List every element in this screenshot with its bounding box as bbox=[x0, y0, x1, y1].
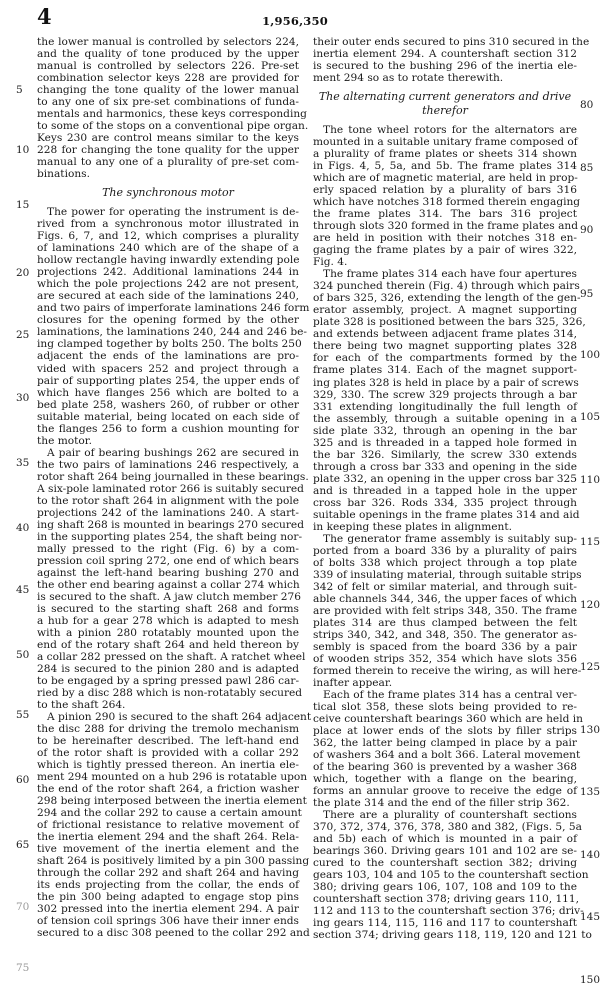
text-line: against the left-hand bearing bushing 270 and bbox=[37, 566, 299, 579]
text-line: section 374; driving gears 118, 119, 120 and 121 to bbox=[313, 929, 592, 942]
line-number: 10 bbox=[16, 144, 30, 157]
text-line: projections 242. Additional laminations 244 in bbox=[37, 266, 299, 279]
line-number: 55 bbox=[16, 709, 30, 722]
text-line: which is tightly pressed thereon. An inertia ele- bbox=[37, 759, 299, 772]
line-number: 105 bbox=[580, 411, 601, 424]
text-line: Figs. 6, 7, and 12, which comprises a plurality bbox=[37, 230, 299, 243]
text-line: manual is controlled by selectors 226. Pre-set bbox=[37, 60, 299, 73]
text-line: which have flanges 256 which are bolted to a bbox=[37, 386, 299, 399]
text-line: the motor. bbox=[37, 434, 93, 447]
text-line: suitable openings in the frame plates 314 and aid bbox=[313, 508, 580, 521]
text-line: combination selector keys 228 are provided for bbox=[37, 72, 299, 85]
line-number: 45 bbox=[16, 584, 30, 597]
text-line: There are a plurality of countershaft sections bbox=[323, 809, 577, 822]
text-line: vided with spacers 252 and project through a bbox=[37, 362, 299, 375]
text-line: a hub for a gear 278 which is adapted to mesh bbox=[37, 614, 299, 627]
text-line: 228 for changing the tone quality for the upper bbox=[37, 144, 299, 157]
text-line: 362, the latter being clamped in place by a pair bbox=[313, 737, 577, 750]
text-line: 298 being interposed between the inertia element bbox=[37, 795, 307, 808]
section-heading: therefor bbox=[422, 104, 468, 118]
section-heading: The synchronous motor bbox=[102, 186, 234, 200]
text-line: to the rotor shaft 264 in alignment with the pole bbox=[37, 494, 299, 507]
text-line: and extends between adjacent frame plates 314, bbox=[313, 328, 577, 341]
text-line: erly spaced relation by a plurality of bars 316 bbox=[313, 184, 577, 197]
line-number: 100 bbox=[580, 348, 601, 361]
text-line: able channels 344, 346, the upper faces of which bbox=[313, 592, 577, 605]
line-number: 75 bbox=[16, 961, 30, 974]
left-column bbox=[37, 0, 312, 961]
text-line: to any one of six pre-set combinations of funda- bbox=[37, 96, 299, 109]
text-line: through slots 320 formed in the frame plates and bbox=[313, 220, 579, 233]
text-line: of wooden strips 352, 354 which have slots 356 bbox=[313, 652, 577, 665]
line-number: 35 bbox=[16, 456, 30, 469]
text-line: The tone wheel rotors for the alternators are bbox=[323, 124, 577, 137]
section-heading: The alternating current generators and drive bbox=[318, 90, 572, 104]
text-line: A six-pole laminated rotor 266 is suitably secured bbox=[37, 482, 304, 495]
text-line: is secured to the shaft. A jaw clutch member 276 bbox=[37, 590, 301, 603]
line-number: 30 bbox=[16, 391, 30, 404]
text-line: bed plate 258, washers 260, of rubber or other bbox=[37, 398, 299, 411]
text-line: frame plates 314. Each of the magnet support- bbox=[313, 364, 577, 377]
line-number: 40 bbox=[16, 521, 30, 534]
text-line: cross bar 326. Rods 334, 335 project through bbox=[313, 496, 577, 509]
text-line: inafter appear. bbox=[313, 677, 393, 689]
text-line: ing gears 114, 115, 116 and 117 to countershaft bbox=[313, 917, 577, 930]
text-line: of frictional resistance to relative movement of bbox=[37, 819, 299, 832]
line-number: 125 bbox=[580, 661, 601, 674]
text-line: the other end bearing against a collar 274 which bbox=[37, 578, 300, 591]
text-line: are provided with felt strips 348, 350. The frame bbox=[313, 604, 577, 617]
text-line: closures for the opening formed by the other bbox=[37, 314, 299, 327]
line-number: 15 bbox=[16, 199, 30, 212]
text-line: 284 is secured to the pinion 280 and is adapted bbox=[37, 663, 299, 675]
text-line: projections 242 of the laminations 240. A start- bbox=[37, 506, 299, 519]
text-line: gears 103, 104 and 105 to the countershaft section bbox=[313, 869, 589, 882]
line-number: 150 bbox=[580, 973, 601, 986]
line-number: 90 bbox=[580, 223, 594, 236]
text-line: pair of supporting plates 254, the upper ends of bbox=[37, 374, 299, 387]
text-line: suitable material, being located on each side of bbox=[37, 410, 299, 423]
text-line: 325 and is threaded in a tapped hole formed in bbox=[313, 436, 577, 449]
text-line: the frame plates 314. The bars 316 project bbox=[313, 208, 577, 221]
text-line: there being two magnet supporting plates 328 bbox=[313, 340, 577, 353]
text-line: ceive countershaft bearings 360 which are held in bbox=[313, 713, 583, 726]
text-line: cured to the countershaft section 382; driving bbox=[313, 857, 577, 870]
patent-number: 1,956,350 bbox=[262, 14, 328, 28]
line-number: 80 bbox=[580, 98, 594, 111]
line-number: 140 bbox=[580, 848, 601, 861]
text-line: the disc 288 for driving the tremolo mechanism bbox=[37, 723, 299, 736]
text-line: for each of the compartments formed by the bbox=[313, 352, 577, 365]
text-line: ing clamped together by bolts 250. The bolts 250 bbox=[37, 338, 302, 351]
text-line: ing plates 328 is held in place by a pair of screws bbox=[313, 376, 579, 389]
text-line: 294 and the collar 292 to cause a certain amount bbox=[37, 807, 302, 820]
text-line: mally pressed to the right (Fig. 6) by a com- bbox=[37, 542, 299, 555]
text-line: tive movement of the inertia element and the bbox=[37, 843, 299, 856]
text-line: through a cross bar 333 and opening in the side bbox=[313, 460, 577, 473]
text-line: 331 extending longitudinally the full length of bbox=[313, 400, 577, 413]
text-line: of bolts 338 which project through a top plate bbox=[313, 556, 577, 569]
text-line: of the bearing 360 is prevented by a washer 368 bbox=[313, 761, 577, 774]
text-line: the bar 326. Similarly, the screw 330 extends bbox=[313, 448, 577, 461]
text-line: hollow rectangle having inwardly extending pole bbox=[37, 254, 300, 267]
line-number: 70 bbox=[16, 901, 30, 914]
line-number: 145 bbox=[580, 911, 601, 924]
text-line: which, together with a flange on the bearing, bbox=[313, 773, 577, 786]
text-line: to be engaged by a spring pressed pawl 286 car- bbox=[37, 675, 300, 688]
text-line: the end of the rotor shaft 264, a friction washer bbox=[37, 783, 299, 796]
text-line: ried by a disc 288 which is non-rotatably secured bbox=[37, 687, 303, 700]
line-number: 25 bbox=[16, 329, 30, 342]
text-line: and 5b) each of which is mounted in a pair of bbox=[313, 833, 577, 846]
text-line: strips 340, 342, and 348, 350. The generator as- bbox=[313, 628, 577, 641]
text-line: in keeping these plates in alignment. bbox=[313, 520, 512, 533]
text-line: a collar 282 pressed on the shaft. A ratchet wheel bbox=[37, 650, 306, 663]
text-line: which are of magnetic material, are held in prop- bbox=[313, 172, 578, 185]
text-line: and is threaded in a tapped hole in the upper bbox=[313, 484, 577, 497]
text-line: binations. bbox=[37, 168, 90, 181]
text-line: erator assembly, project. A magnet supporting bbox=[313, 304, 577, 317]
text-line: countershaft section 378; driving gears 110, 111, bbox=[313, 893, 580, 906]
line-number: 5 bbox=[16, 84, 23, 97]
text-line: a plurality of frame plates or sheets 314 shown bbox=[313, 148, 577, 161]
text-line: of laminations 240 which are of the shape of a bbox=[37, 242, 299, 255]
text-line: shaft 264 is positively limited by a pin 300 passing bbox=[37, 855, 310, 868]
text-line: 329, 330. The screw 329 projects through a bar bbox=[313, 388, 577, 401]
line-number: 60 bbox=[16, 774, 30, 787]
text-line: and the quality of tone produced by the upper bbox=[37, 48, 299, 61]
line-number: 110 bbox=[580, 473, 601, 486]
text-line: are secured at each side of the laminations 240, bbox=[37, 290, 299, 303]
text-line: inertia element 294. A countershaft section 312 bbox=[313, 48, 577, 61]
text-line: 324 punched therein (Fig. 4) through which pairs bbox=[313, 280, 580, 293]
text-line: 370, 372, 374, 376, 378, 380 and 382, (Figs. 5, 5a bbox=[313, 821, 582, 834]
text-line: ported from a board 336 by a plurality of pairs bbox=[313, 544, 577, 557]
text-line: of tension coil springs 306 have their inner ends bbox=[37, 915, 299, 928]
page-number: 4 bbox=[37, 4, 52, 29]
text-line: tical slot 358, these slots being provided to re- bbox=[313, 701, 577, 714]
text-line: changing the tone quality of the lower manual bbox=[37, 84, 299, 97]
line-number: 130 bbox=[580, 723, 601, 736]
text-line: the two pairs of laminations 246 respectively, a bbox=[37, 458, 299, 471]
text-line: sembly is spaced from the board 336 by a pair bbox=[313, 640, 577, 653]
text-line: the pin 300 being adapted to engage stop pins bbox=[37, 891, 299, 904]
text-line: Fig. 4. bbox=[313, 256, 348, 269]
text-line: A pair of bearing bushings 262 are secured in bbox=[47, 446, 299, 459]
text-line: mounted in a suitable unitary frame composed of bbox=[313, 136, 578, 149]
text-line: the inertia element 294 and the shaft 264. Rela- bbox=[37, 831, 299, 844]
text-line: 112 and 113 to the countershaft section 376; driv- bbox=[313, 905, 584, 918]
text-line: plate 328 is positioned between the bars 325, 326, bbox=[313, 316, 586, 329]
text-line: to some of the stops on a conventional pipe organ. bbox=[37, 120, 309, 133]
text-line: end of the rotary shaft 264 and held thereon by bbox=[37, 638, 299, 651]
text-line: 339 of insulating material, through suitable strips bbox=[313, 568, 582, 581]
text-line: Each of the frame plates 314 has a central ver- bbox=[323, 689, 577, 702]
text-line: manual to any one of a plurality of pre-set com- bbox=[37, 156, 299, 169]
text-line: forms an annular groove to receive the edge of bbox=[313, 785, 577, 798]
text-line: of the rotor shaft is provided with a collar 292 bbox=[37, 747, 299, 760]
text-line: Keys 230 are control means similar to the keys bbox=[37, 132, 299, 145]
text-line: which have notches 318 formed therein engaging bbox=[313, 196, 581, 209]
text-line: of bars 325, 326, extending the length of the gen- bbox=[313, 292, 581, 305]
text-line: gaging the frame plates by a pair of wires 322, bbox=[313, 244, 577, 257]
line-number: 95 bbox=[580, 288, 594, 301]
text-line: plates 314 are thus clamped between the felt bbox=[313, 616, 577, 629]
line-number: 65 bbox=[16, 838, 30, 851]
text-line: to the shaft 264. bbox=[37, 699, 126, 712]
text-line: ment 294 so as to rotate therewith. bbox=[313, 72, 504, 85]
text-line: to be hereinafter described. The left-hand end bbox=[37, 735, 299, 748]
line-number: 120 bbox=[580, 598, 601, 611]
text-line: adjacent the ends of the laminations are pro- bbox=[37, 350, 299, 363]
text-line: the plate 314 and the end of the filler strip 362. bbox=[313, 797, 570, 810]
line-number: 20 bbox=[16, 266, 30, 279]
text-line: laminations, the laminations 240, 244 and 246 be- bbox=[37, 326, 307, 339]
text-line: rotor shaft 264 being journalled in these bearings. bbox=[37, 470, 309, 483]
text-line: the flanges 256 to form a cushion mounting for bbox=[37, 422, 299, 435]
text-line: 302 pressed into the inertia element 294. A pair bbox=[37, 903, 299, 916]
text-line: 342 of felt or similar material, and through suit- bbox=[313, 580, 577, 593]
text-line: pression coil spring 272, one end of which bears bbox=[37, 554, 299, 567]
text-line: bearings 360. Driving gears 101 and 102 are se- bbox=[313, 845, 577, 858]
text-line: its ends projecting from the collar, the ends of bbox=[37, 879, 299, 892]
text-line: is secured to the bushing 296 of the inertia ele- bbox=[313, 60, 577, 73]
text-line: and two pairs of imperforate laminations 246 form bbox=[37, 302, 310, 315]
text-line: side plate 332, through an opening in the bar bbox=[313, 424, 577, 437]
text-line: ment 294 mounted on a hub 296 is rotatable upon bbox=[37, 771, 308, 784]
text-line: through the collar 292 and shaft 264 and having bbox=[37, 867, 299, 880]
text-line: their outer ends secured to pins 310 secured in the bbox=[313, 36, 590, 48]
text-line: are held in position with their notches 318 en- bbox=[313, 232, 577, 245]
text-line: plate 332, an opening in the upper cross bar 325 bbox=[313, 472, 577, 485]
text-line: in Figs. 4, 5, 5a, and 5b. The frame plates 314 bbox=[313, 160, 577, 173]
line-number: 135 bbox=[580, 786, 601, 799]
text-line: The generator frame assembly is suitably sup- bbox=[323, 532, 577, 545]
line-number: 50 bbox=[16, 649, 30, 662]
text-line: is secured to the starting shaft 268 and forms bbox=[37, 602, 299, 615]
text-line: which the pole projections 242 are not present, bbox=[37, 278, 299, 291]
text-line: A pinion 290 is secured to the shaft 264 adjacent bbox=[47, 711, 312, 724]
text-line: ing shaft 268 is mounted in bearings 270 secured bbox=[37, 518, 304, 531]
text-line: The power for operating the instrument is de- bbox=[47, 206, 299, 219]
text-line: secured to a disc 308 peened to the collar 292 and bbox=[37, 927, 310, 940]
line-number: 85 bbox=[580, 162, 594, 175]
text-line: mentals and harmonics, these keys corresponding bbox=[37, 108, 307, 121]
text-line: formed therein to receive the wiring, as will here- bbox=[313, 664, 582, 677]
text-line: the assembly, through a suitable opening in a bbox=[313, 412, 577, 425]
text-line: the lower manual is controlled by selectors 224, bbox=[37, 36, 299, 48]
text-line: in the supporting plates 254, the shaft being nor- bbox=[37, 530, 303, 543]
text-line: place at lower ends of the slots by filler strips bbox=[313, 725, 577, 738]
text-line: with a pinion 280 rotatably mounted upon the bbox=[37, 626, 299, 639]
text-line: rived from a synchronous motor illustrated in bbox=[37, 218, 299, 231]
text-line: The frame plates 314 each have four apertures bbox=[323, 268, 577, 281]
line-number: 115 bbox=[580, 536, 601, 549]
text-line: 380; driving gears 106, 107, 108 and 109 to the bbox=[313, 881, 577, 894]
text-line: of washers 364 and a bolt 366. Lateral movement bbox=[313, 749, 581, 762]
